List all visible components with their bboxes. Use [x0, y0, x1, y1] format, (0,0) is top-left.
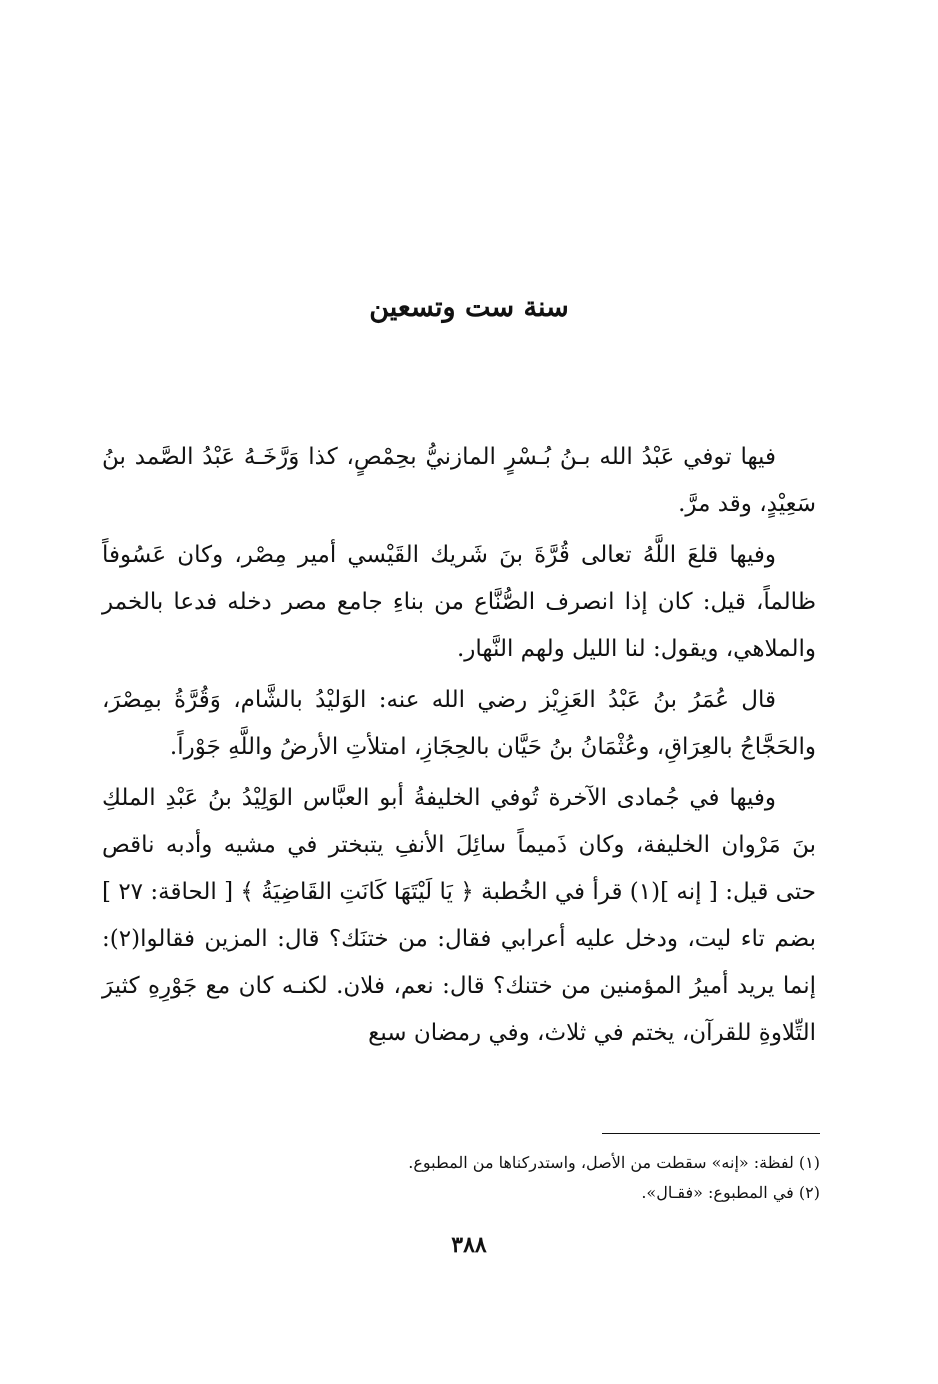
footnotes [106, 1148, 820, 1208]
page-number: ٣٨٨ [451, 1232, 487, 1258]
chapter-title: سنة ست وتسعين [369, 292, 569, 323]
paragraph-3: قال عُمَرُ بنُ عَبْدُ العَزِيْز رضي الله عنه: الوَليْدُ بالشَّام، وَقُرَّةُ بمِصْرَ، والحَجَّاجُ بالعِرَاقِ، وعُثْمَانُ بنُ حَيَّان بالحِجَازِ، امتلأتِ الأرضُ واللَّهِ جَوْراً. [102, 687, 816, 760]
body-text [102, 434, 816, 1061]
paragraph-4: وفيها في جُمادى الآخرة تُوفي الخليفةُ أبو العبَّاس الوَلِيْدُ بنُ عَبْدِ الملكِ بنَ مَرْوان الخليفة، وكان ذَميماً سائِلَ الأنفِ يتبختر في مشيه وأدبه ناقص حتى قيل: [ إنه ](١) قرأ في الخُطبة ﴿ يَا لَيْتَهَا كَانَتِ القَاضِيَةُ ﴾ [ الحاقة: ٢٧ ] بضم تاء ليت، ودخل عليه أعرابي فقال: من ختنَك؟ قال: المزين فقالوا(٢): إنما يريد أميرُ المؤمنين من ختنك؟ قال: نعم، فلان. لكنـه كان مع جَوْرِهِ كثيرَ التِّلاوةِ للقرآن، يختم في ثلاث، وفي رمضان سبع [102, 785, 816, 1046]
paragraph-2: وفيها قلعَ اللَّهُ تعالى قُرَّةَ بنَ شَريك القَيْسي أمير مِصْر، وكان عَسُوفاً ظالماً، قيل: كان إذا انصرف الصُّنَّاع من بناءِ جامع مصر دخله فدعا بالخمر والملاهي، ويقول: لنا الليل ولهم النَّهار. [102, 542, 816, 662]
footnote-divider [602, 1133, 820, 1134]
footnote-2: (٢) في المطبوع: «فقـال». [641, 1183, 820, 1202]
paragraph-1: فيها توفي عَبْدُ الله بـنُ بُـسْرٍ المازنيُّ بحِمْصٍ، كذا وَرَّخَـهُ عَبْدُ الصَّمد بنُ سَعِيْدٍ، وقد مرَّ. [102, 444, 816, 517]
footnote-1: (١) لفظة: «إنه» سقطت من الأصل، واستدركناها من المطبوع. [408, 1153, 820, 1172]
